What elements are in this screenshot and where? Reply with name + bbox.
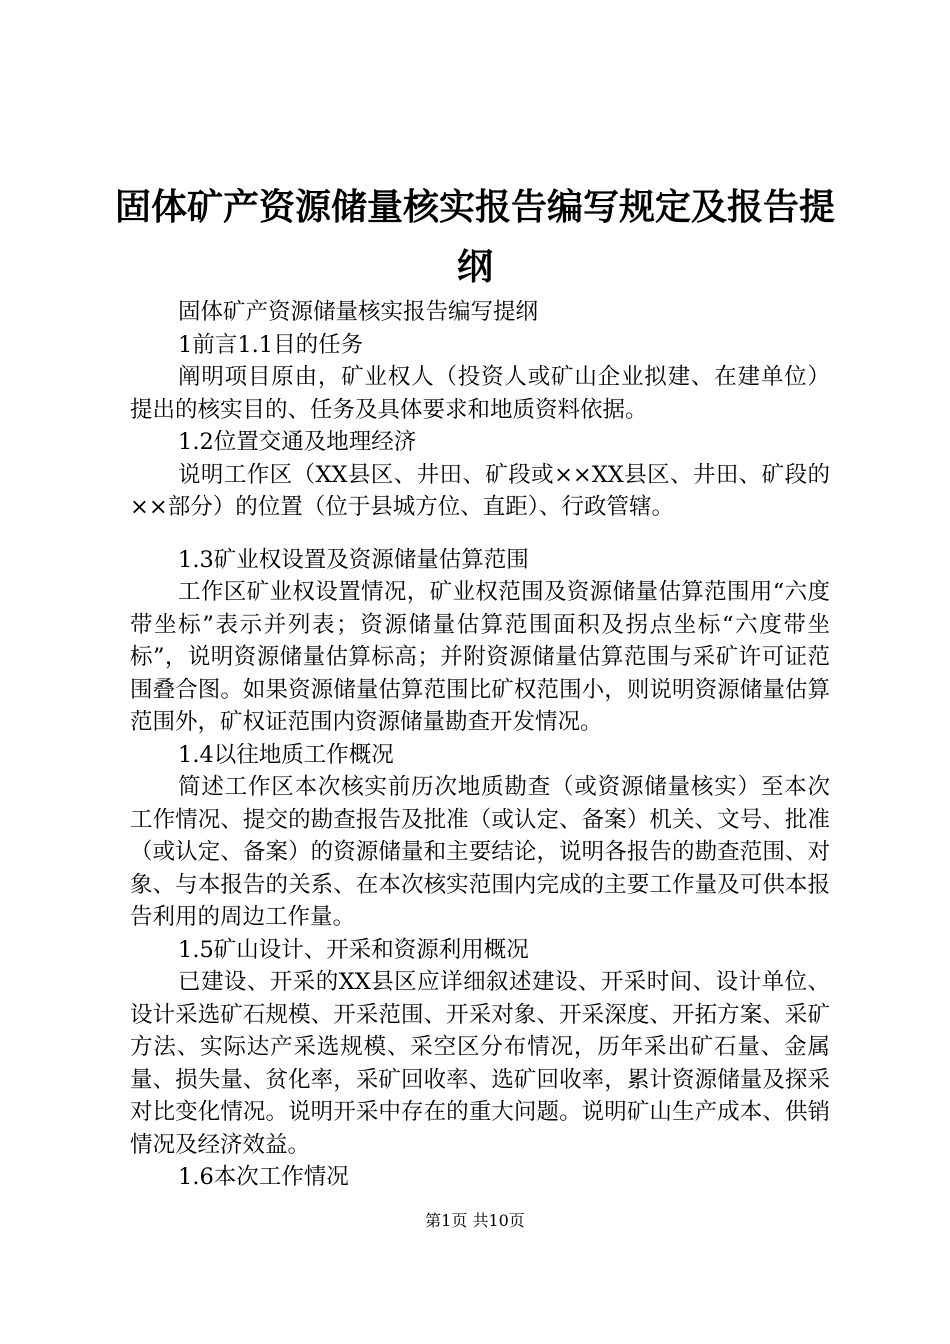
heading-1-3: 1.3矿业权设置及资源储量估算范围 (178, 546, 529, 573)
document-title: 固体矿产资源储量核实报告编写规定及报告提纲 (114, 187, 835, 288)
subtitle-paragraph: 固体矿产资源储量核实报告编写提纲 (178, 299, 539, 325)
heading-1-5: 1.5矿山设计、开采和资源利用概况 (178, 936, 529, 963)
body-paragraph: 阐明项目原由，矿业权人（投资人或矿山企业拟建、在建单位）提出的核实目的、任务及具体要求和地质资料依据。 (130, 364, 830, 423)
document-body (130, 296, 830, 1194)
heading-1-2: 1.2位置交通及地理经济 (178, 429, 417, 455)
body-paragraph: 已建设、开采的XX县区应详细叙述建设、开采时间、设计单位、设计采选矿石规模、开采范围、开采对象、开采深度、开拓方案、采矿方法、实际达产采选规模、采空区分布情况，历年采出矿石量、金属量、损失量、贫化率，采矿回收率、选矿回收率，累计资源储量及探采对比变化情况。说明开采中存在的重大问题。说明矿山生产成本、供销情况及经济效益。 (130, 969, 830, 1158)
body-paragraph: 工作区矿业权设置情况，矿业权范围及资源储量估算范围用“六度带坐标”表示并列表；资源储量估算范围面积及拐点坐标“六度带坐标”，说明资源储量估算标高；并附资源储量估算范围与采矿许可证范围叠合图。如果资源储量估算范围比矿权范围小，则说明资源储量估算范围外，矿权证范围内资源储量勘查开发情况。 (130, 579, 830, 735)
body-paragraph: 说明工作区（XX县区、井田、矿段或××XX县区、井田、矿段的××部分）的位置（位于县城方位、直距）、行政管辖。 (130, 461, 830, 520)
page-number-footer: 第1页 共10页 (425, 1211, 525, 1230)
heading-1-4: 1.4以往地质工作概况 (178, 741, 394, 768)
body-paragraph: 简述工作区本次核实前历次地质勘查（或资源储量核实）至本次工作情况、提交的勘查报告及批准（或认定、备案）机关、文号、批准（或认定、备案）的资源储量和主要结论，说明各报告的勘查范围、对象、与本报告的关系、在本次核实范围内完成的主要工作量及可供本报告利用的周边工作量。 (130, 774, 830, 930)
heading-1-6: 1.6本次工作情况 (178, 1164, 349, 1190)
heading-1-1: 1前言1.1目的任务 (178, 331, 364, 358)
